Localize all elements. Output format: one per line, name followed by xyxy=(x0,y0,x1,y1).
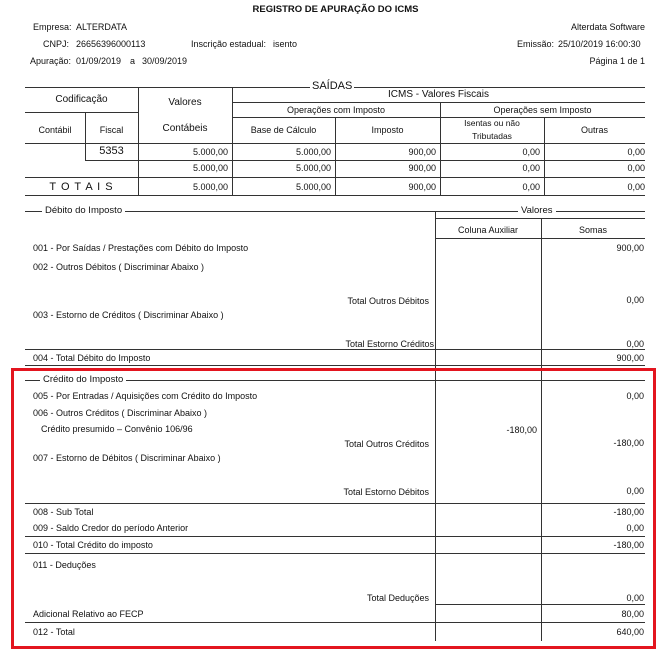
line-007: 007 - Estorno de Débitos ( Discriminar Abaixo ) xyxy=(33,453,221,463)
outras-header: Outras xyxy=(580,125,608,135)
fiscal-header: Fiscal xyxy=(99,125,124,135)
apuracao-separator: a xyxy=(130,56,136,66)
rule xyxy=(25,177,645,178)
codificacao-header: Codificação xyxy=(55,94,108,105)
valores-header: Valores xyxy=(518,205,556,216)
isentas-header-line1: Isentas ou não xyxy=(464,118,520,128)
line-005: 005 - Por Entradas / Aquisições com Crédito do Imposto xyxy=(33,391,258,401)
rule xyxy=(435,218,645,219)
totais-label: T O T A I S xyxy=(49,181,114,193)
row2-valor: 5.000,00 xyxy=(192,163,228,173)
software-name: Alterdata Software xyxy=(570,22,645,32)
rule xyxy=(25,349,645,350)
credito-presumido-value: -180,00 xyxy=(506,425,537,435)
ie-value: isento xyxy=(273,39,298,49)
credito-presumido-label: Crédito presumido – Convênio 106/96 xyxy=(41,424,193,434)
row1-imposto: 900,00 xyxy=(408,147,436,157)
highlight-box xyxy=(11,368,656,649)
apuracao-end: 30/09/2019 xyxy=(142,56,188,66)
op-sem-imposto-header: Operações sem Imposto xyxy=(493,105,592,115)
adicional-fecp-label: Adicional Relativo ao FECP xyxy=(33,609,144,619)
totais-outras: 0,00 xyxy=(627,182,645,192)
apuracao-label: Apuração: xyxy=(30,56,72,66)
line-012: 012 - Total xyxy=(33,627,75,637)
op-com-imposto-header: Operações com Imposto xyxy=(286,105,386,115)
total-deducoes-value: 0,00 xyxy=(626,593,644,603)
row2-isentas: 0,00 xyxy=(522,163,540,173)
coluna-auxiliar-header: Coluna Auxiliar xyxy=(457,225,519,235)
value-005: 0,00 xyxy=(626,391,644,401)
adicional-fecp-value: 80,00 xyxy=(621,609,644,619)
total-deducoes-label: Total Deduções xyxy=(366,593,429,603)
totais-imposto: 900,00 xyxy=(408,182,436,192)
icms-header: ICMS - Valores Fiscais xyxy=(388,89,489,100)
rule xyxy=(138,87,139,195)
value-009: 0,00 xyxy=(626,523,644,533)
total-outros-creditos-value: -180,00 xyxy=(613,438,644,448)
report-title: REGISTRO DE APURAÇÃO DO ICMS xyxy=(252,4,419,15)
page-number: Página 1 de 1 xyxy=(589,56,645,66)
valores-header: Valores xyxy=(168,97,202,108)
line-003: 003 - Estorno de Créditos ( Discriminar Abaixo ) xyxy=(33,310,224,320)
emissao-label: Emissão: xyxy=(517,39,555,49)
totais-valor: 5.000,00 xyxy=(192,182,228,192)
debito-title: Débito do Imposto xyxy=(42,205,125,216)
row1-base: 5.000,00 xyxy=(295,147,331,157)
totais-base: 5.000,00 xyxy=(295,182,331,192)
row2-base: 5.000,00 xyxy=(295,163,331,173)
apuracao-start: 01/09/2019 xyxy=(76,56,122,66)
saidas-section-title: SAÍDAS xyxy=(312,80,353,92)
rule xyxy=(25,112,138,113)
line-008: 008 - Sub Total xyxy=(33,507,94,517)
row2-imposto: 900,00 xyxy=(408,163,436,173)
isentas-header-line2: Tributadas xyxy=(472,131,512,141)
line-004: 004 - Total Débito do Imposto xyxy=(33,353,151,363)
credito-title: Crédito do Imposto xyxy=(40,374,126,385)
empresa-label: Empresa: xyxy=(33,22,72,32)
line-011: 011 - Deduções xyxy=(33,560,96,570)
value-001: 900,00 xyxy=(616,243,644,253)
contabil-header: Contábil xyxy=(38,125,72,135)
rule xyxy=(25,365,645,366)
line-010: 010 - Total Crédito do imposto xyxy=(33,540,153,550)
rule xyxy=(232,117,645,118)
row1-valor: 5.000,00 xyxy=(192,147,228,157)
rule xyxy=(232,102,645,103)
rule xyxy=(85,160,645,161)
row1-outras: 0,00 xyxy=(627,147,645,157)
cnpj-value: 26656396000113 xyxy=(76,39,146,49)
line-009: 009 - Saldo Credor do período Anterior xyxy=(33,523,189,533)
base-calculo-header: Base de Cálculo xyxy=(250,125,317,135)
rule xyxy=(232,87,233,195)
line-002: 002 - Outros Débitos ( Discriminar Abaixo ) xyxy=(33,262,205,272)
ie-label: Inscrição estadual: xyxy=(191,39,267,49)
contabeis-header: Contábeis xyxy=(162,123,208,134)
total-estorno-creditos-label: Total Estorno Créditos xyxy=(345,339,434,349)
value-010: -180,00 xyxy=(613,540,644,550)
row1-isentas: 0,00 xyxy=(522,147,540,157)
emissao-value: 25/10/2019 16:00:30 xyxy=(558,39,641,49)
rule xyxy=(435,238,645,239)
total-outros-creditos-label: Total Outros Créditos xyxy=(344,439,429,449)
value-008: -180,00 xyxy=(613,507,644,517)
total-estorno-debitos-label: Total Estorno Débitos xyxy=(343,487,429,497)
totais-isentas: 0,00 xyxy=(522,182,540,192)
imposto-header: Imposto xyxy=(371,125,404,135)
somas-header: Somas xyxy=(578,225,607,235)
row2-outras: 0,00 xyxy=(627,163,645,173)
cnpj-label: CNPJ: xyxy=(43,39,70,49)
row1-fiscal: 5353 xyxy=(99,145,124,157)
value-012: 640,00 xyxy=(616,627,644,637)
total-outros-debitos-label: Total Outros Débitos xyxy=(347,296,429,306)
line-006: 006 - Outros Créditos ( Discriminar Abaixo ) xyxy=(33,408,208,418)
empresa-value: ALTERDATA xyxy=(76,22,128,32)
line-001: 001 - Por Saídas / Prestações com Débito do Imposto xyxy=(33,243,249,253)
total-estorno-debitos-value: 0,00 xyxy=(626,486,644,496)
value-004: 900,00 xyxy=(616,353,644,363)
total-estorno-creditos-value: 0,00 xyxy=(626,339,644,349)
total-outros-debitos-value: 0,00 xyxy=(626,295,644,305)
rule xyxy=(25,195,645,196)
